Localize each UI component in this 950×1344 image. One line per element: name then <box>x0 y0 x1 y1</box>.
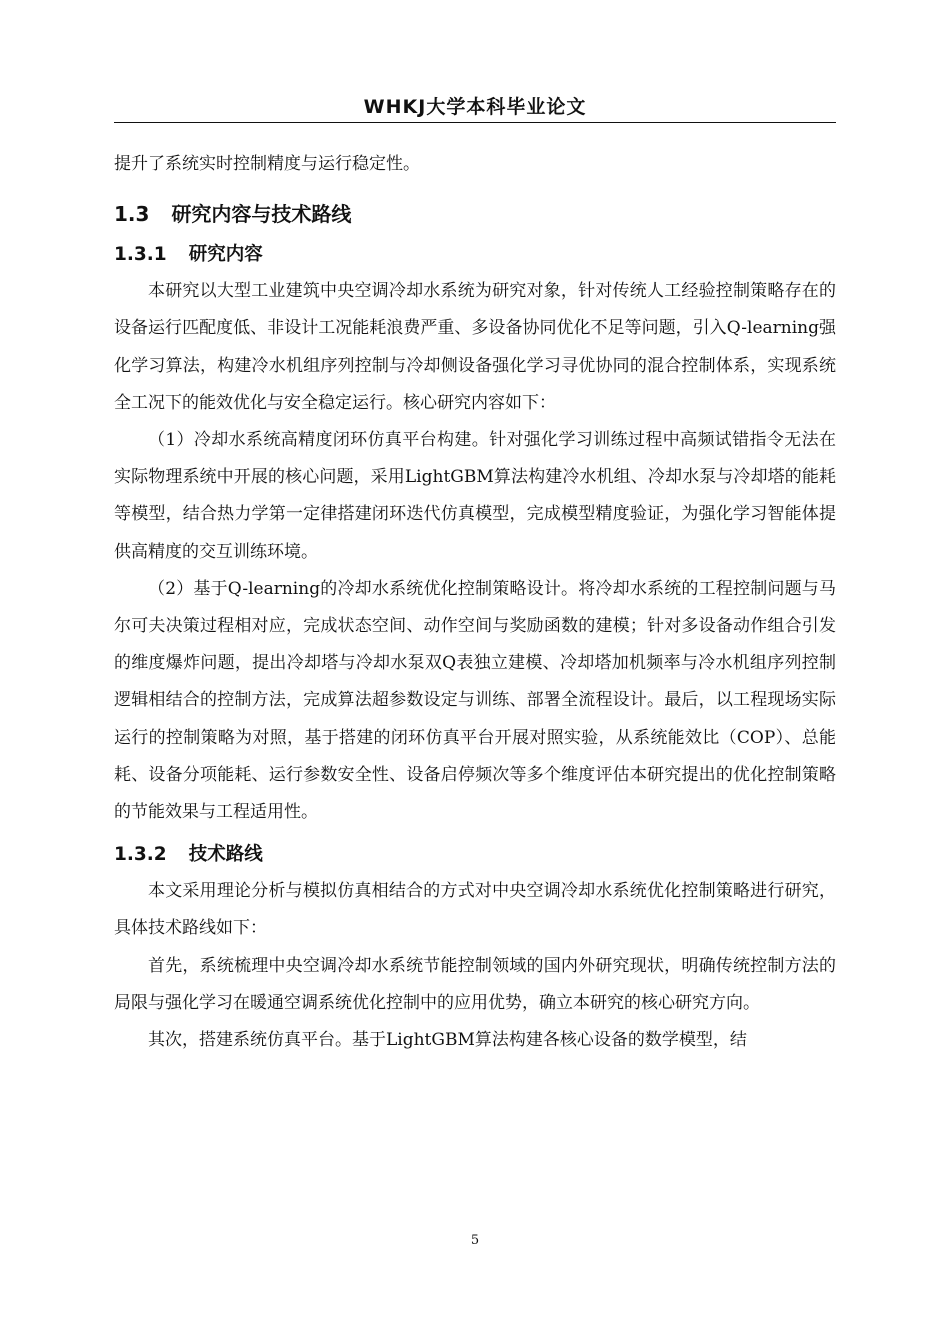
subsection-heading-1-3-1 <box>114 239 836 271</box>
paragraph-item-1: （1）冷却水系统高精度闭环仿真平台构建。针对强化学习训练过程中高频试错指令无法在实际物理系统中开展的核心问题，采用LightGBM算法构建冷水机组、冷却水泵与冷却塔的能耗等模型，结合热力学第一定律搭建闭环迭代仿真模型，完成模型精度验证，为强化学习智能体提供高精度的交互训练环境。 <box>114 430 836 562</box>
subsection-heading-1-3-2 <box>114 839 836 871</box>
paragraph-technical-route: 本文采用理论分析与模拟仿真相结合的方式对中央空调冷却水系统优化控制策略进行研究，具体技术路线如下： <box>114 881 836 939</box>
subsection-number: 1.3.2 <box>114 844 167 866</box>
paragraph-item-2: （2）基于Q-learning的冷却水系统优化控制策略设计。将冷却水系统的工程控制问题与马尔可夫决策过程相对应，完成状态空间、动作空间与奖励函数的建模；针对多设备动作组合引发的维度爆炸问题，提出冷却塔与冷却水泵双Q表独立建模、冷却塔加机频率与冷水机组序列控制逻辑相结合的控制方法，完成算法超参数设定与训练、部署全流程设计。最后，以工程现场实际运行的控制策略为对照，基于搭建的闭环仿真平台开展对照实验，从系统能效比（COP）、总能耗、设备分项能耗、运行参数安全性、设备启停频次等多个维度评估本研究提出的优化控制策略的节能效果与工程适用性。 <box>114 578 836 823</box>
paragraph-research-overview: 本研究以大型工业建筑中央空调冷却水系统为研究对象，针对传统人工经验控制策略存在的设备运行匹配度低、非设计工况能耗浪费严重、多设备协同优化不足等问题，引入Q-learning强化学习算法，构建冷水机组序列控制与冷却侧设备强化学习寻优协同的混合控制体系，实现系统全工况下的能效优化与安全稳定运行。核心研究内容如下： <box>114 281 836 413</box>
header-divider <box>114 122 836 123</box>
section-number: 1.3 <box>114 202 150 227</box>
section-heading-1-3 <box>114 197 836 231</box>
page-number: 5 <box>470 1233 480 1248</box>
subsection-title: 技术路线 <box>188 844 263 866</box>
subsection-title: 研究内容 <box>188 244 263 266</box>
subsection-number: 1.3.1 <box>114 244 167 266</box>
intro-paragraph: 提升了系统实时控制精度与运行稳定性。 <box>114 154 420 174</box>
section-title: 研究内容与技术路线 <box>171 202 352 227</box>
running-header: WHKJ大学本科毕业论文 <box>363 96 587 118</box>
paragraph-first-step: 首先，系统梳理中央空调冷却水系统节能控制领域的国内外研究现状，明确传统控制方法的局限与强化学习在暖通空调系统优化控制中的应用优势，确立本研究的核心研究方向。 <box>114 955 836 1013</box>
paragraph-second-step: 其次，搭建系统仿真平台。基于LightGBM算法构建各核心设备的数学模型，结 <box>148 1030 747 1051</box>
page-body <box>114 146 836 1059</box>
